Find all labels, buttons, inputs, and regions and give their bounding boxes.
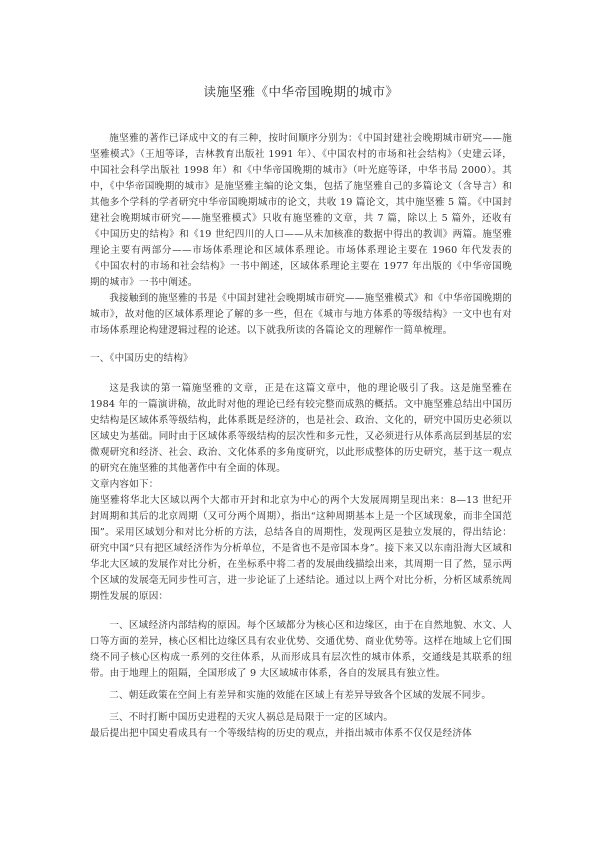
paragraph-conclusion: 最后提出把中国史看成具有一个等级结构的历史的观点，并指出城市体系不仅仅是经济体: [90, 728, 472, 739]
paragraph-intro: 施坚雅的著作已译成中文的有三种，按时间顺序分别为：《中国封建社会晚期城市研究——施坚雅模式》（王旭等译，吉林教育出版社 1991 年）、《中国农村的市场和社会结构》（史建云译，中国社会科学出版社 1998 年）和《中华帝国晚期的城市》（叶光庭等译，中华书局 2000）。其中，《中华帝国晚期的城市》是施坚雅主编的论文集，包括了施坚雅自己的多篇论文（含导言）和其他多个学科的学者研究中华帝国晚期城市的论文，共收 19 篇论文，其中施坚雅 5 篇。《中国封建社会晚期城市研究——施坚雅模式》只收有施坚雅的文章，共 7 篇，除以上 5 篇外，还收有《中国历史的结构》和《19 世纪四川的人口——从未加核准的数据中得出的教训》两篇。施坚雅理论主要有两部分——市场体系理论和区域体系理论。市场体系理论主要在 1960 年代发表的《中国农村的市场和社会结构》一书中阐述，区域体系理论主要在 1977 年出版的《中华帝国晚期的城市》一书中阐述。: [90, 133, 512, 288]
section-heading: 一、《中国历史的结构》: [90, 353, 193, 364]
document-title: 读施坚雅《中华帝国晚期的城市》: [203, 84, 399, 99]
paragraph-analysis: 施坚雅将华北大区域以两个大都市开封和北京为中心的两个大发展周期呈现出来：8—13 世纪开封周期和其后的北京周期（又可分两个周期），指出“这种周期基本上是一个区域现象，而非全国范围”。采用区域划分和对比分析的方法，总结各自的周期性，发现两区是独立发展的，得出结论：研究中国“只有把区域经济作为分析单位，不是省也不是帝国本身”。接下来又以东南沿海大区域和华北大区域的发展作对比分析，在坐标系中将二者的发展曲线描绘出来，其周期一目了然，显示两个区域的发展毫无同步性可言，进一步论证了上述结论。通过以上两个对比分析，分析区域系统周期性发展的原因：: [90, 495, 512, 602]
paragraph-reading-scope: 我接触到的施坚雅的书是《中国封建社会晚期城市研究——施坚雅模式》和《中华帝国晚期的城市》，故对他的区域体系理论了解的多一些，但在《城市与地方体系的等级结构》一文中也有对市场体系理论构建逻辑过程的论述。以下就我所读的各篇论文的理解作一简单梳理。: [90, 293, 512, 336]
paragraph-reason-two: 二、朝廷政策在空间上有差异和实施的效能在区域上有差异导致各个区域的发展不同步。: [109, 690, 492, 701]
paragraph-content-label: 文章内容如下：: [90, 479, 159, 490]
paragraph-reason-one: 一、区域经济内部结构的原因。每个区域都分为核心区和边缘区，由于在自然地貌、水文、人口等方面的差异，核心区相比边缘区具有农业优势、交通优势、商业优势等。这样在地域上它们围绕不同子核心区构成一系列的交往体系，从而形成具有层次性的城市体系，交通线是其联系的纽带。由于地理上的阻隔，全国形成了 9 大区域城市体系，各自的发展具有独立性。: [90, 620, 512, 679]
paragraph-section-intro: 这是我读的第一篇施坚雅的文章，正是在这篇文章中，他的理论吸引了我。这是施坚雅在 1984 年的一篇演讲稿，故此时对他的理论已经有较完整而成熟的概括。文中施坚雅总结出中国历史结构是区域体系等级结构，此体系既是经济的，也是社会、政治、文化的，研究中国历史必须以区域史为基础。同时由于区域体系等级结构的层次性和多元性，又必须进行从体系高层到基层的宏微观研究和经济、社会、政治、文化体系的多角度研究，以此形成整体的历史研究，基于这一观点的研究在施坚雅的其他著作中有全面的体现。: [90, 383, 512, 474]
paragraph-reason-three: 三、不时打断中国历史进程的天灾人祸总是局限于一定的区域内。: [109, 712, 394, 723]
